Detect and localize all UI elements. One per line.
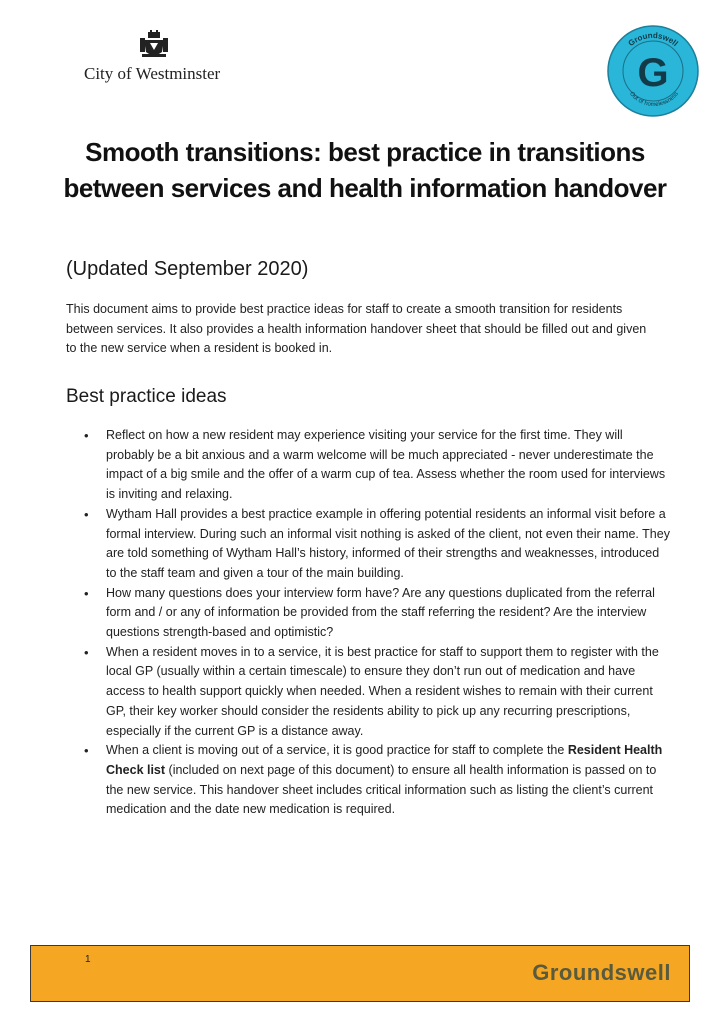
best-practice-list [82,426,672,820]
list-item-text: When a client is moving out of a service, it is good practice for staff to complete the [106,743,568,758]
badge-bottom-text: Out of homelessness [628,91,680,109]
intro-paragraph: This document aims to provide best practice ideas for staff to create a smooth transition for residents between services. It also provides a health information handover sheet that should be filled out and given to the new service when a resident is booked in. [66,302,647,355]
crest-icon [136,30,172,58]
footer-bar [30,945,690,1002]
document-title: Smooth transitions: best practice in transitions between services and health information handover [63,137,667,203]
list-item-text: (included on next page of this document) to ensure all health information is passed on to the new service. This handover sheet includes critical information such as listing the client’s current medication and the date new medication is required. [106,762,657,817]
org-name: City of Westminster [84,64,221,83]
page-number: 1 [85,954,91,965]
westminster-logo [84,30,234,84]
groundswell-badge-logo [606,24,700,118]
list-item [82,741,672,820]
footer-brand: Groundswell [532,960,671,985]
list-item: • When a resident moves in to a service, it is best practice for staff to support them to register with the local GP (usually within a certain timescale) to ensure they don’t run out of medication and have access to health support quickly when needed. When a resident wishes to remain with their current GP, their key worker should consider the residents ability to pick up any recurring prescriptions, especially if the current GP is a distance away. [82,643,672,742]
list-item: • How many questions does your interview form have? Are any questions duplicated from the referral form and / or any of information be provided from the staff referring the resident? Are the interview questions strength-based and optimistic? [82,584,672,643]
resident-health-check-list-ref: Resident Health Check list [106,743,663,777]
badge-letter: G [637,51,669,95]
list-item: • Reflect on how a new resident may experience visiting your service for the first time. They will probably be a bit anxious and a warm welcome will be much appreciated - never underestimate the impact of a big smile and the offer of a warm cup of tea. Assess whether the room used for interviews is inviting and relaxing. [82,426,672,505]
list-item: • Wytham Hall provides a best practice example in offering potential residents an informal visit before a formal interview. During such an informal visit nothing is asked of the client, not even their name. They are told something of Wytham Hall’s history, informed of their strengths and weaknesses, introduced to the staff team and given a tour of the main building. [82,505,672,584]
section-heading: Best practice ideas [66,386,227,407]
badge-top-text: Groundswell [626,30,680,49]
updated-date: (Updated September 2020) [66,258,309,280]
